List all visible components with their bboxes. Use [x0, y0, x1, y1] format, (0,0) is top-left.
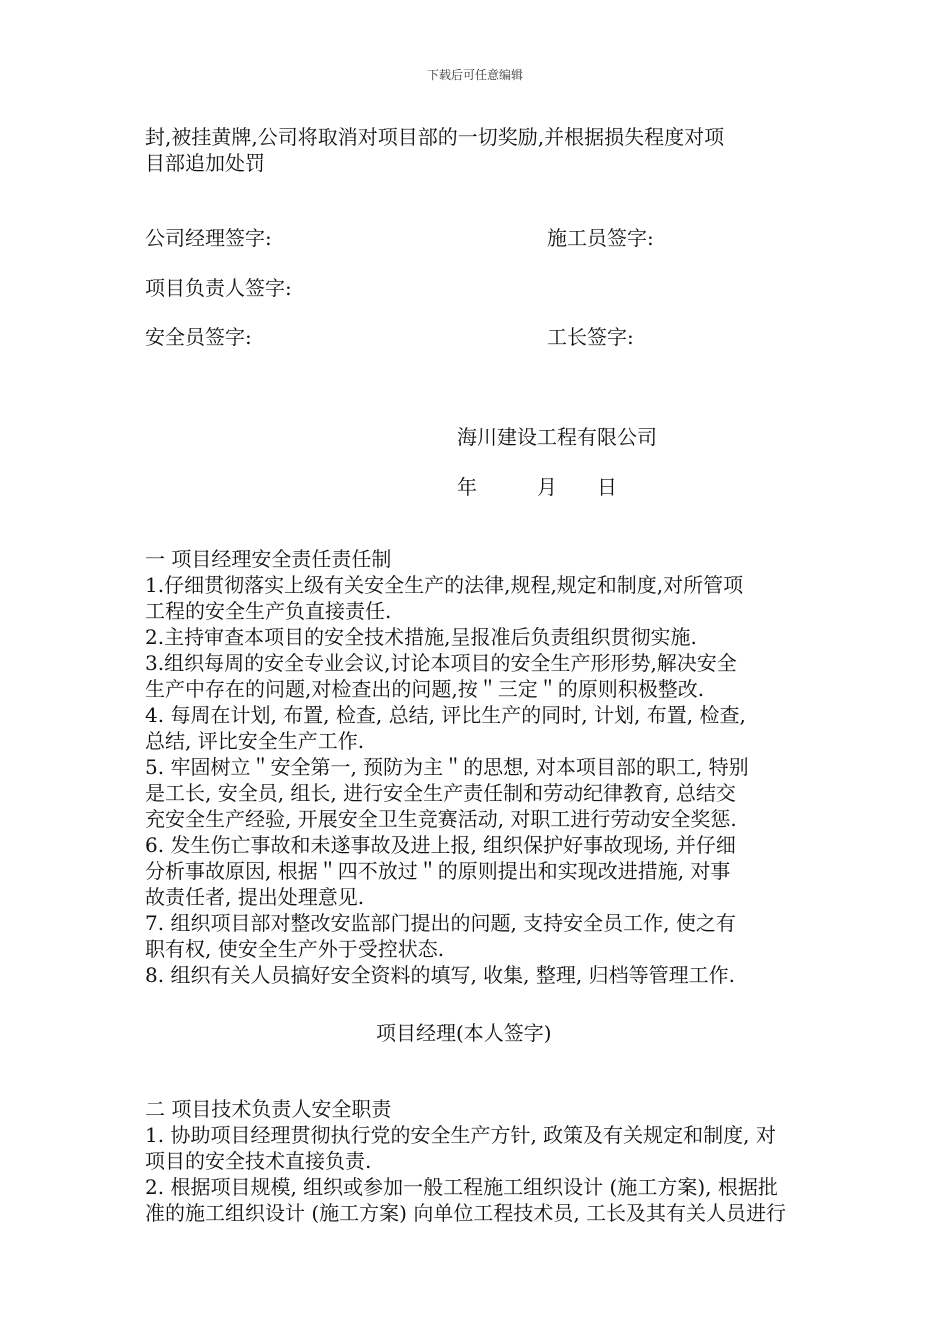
date-month: 月	[537, 475, 557, 499]
section1-line: 总结, 评比安全生产工作.	[145, 729, 365, 753]
section1-line: 是工长, 安全员, 组长, 进行安全生产责任制和劳动纪律教育, 总结交	[145, 781, 736, 805]
section2-title: 二 项目技术负责人安全职责	[145, 1097, 392, 1121]
page-header: 下载后可任意编辑	[426, 68, 523, 82]
section1-line: 7. 组织项目部对整改安监部门提出的问题, 支持安全员工作, 使之有	[145, 911, 736, 935]
section1-line: 5. 牢固树立＂安全第一, 预防为主＂的思想, 对本项目部的职工, 特别	[145, 755, 749, 779]
company-name: 海川建设工程有限公司	[457, 425, 657, 449]
project-manager-sign-label: 项目经理(本人签字)	[376, 1021, 552, 1045]
section1-line: 6. 发生伤亡事故和未遂事故及进上报, 组织保护好事故现场, 并仔细	[145, 833, 736, 857]
intro-line: 目部追加处罚	[145, 151, 265, 175]
section2-line: 2. 根据项目规模, 组织或参加一般工程施工组织设计 (施工方案), 根据批	[145, 1175, 778, 1199]
section1-title: 一 项目经理安全责任责任制	[145, 547, 392, 571]
constructor-signature-label: 施工员签字:	[547, 226, 654, 250]
safety-officer-signature-label: 安全员签字:	[145, 325, 252, 349]
section1-line: 充安全生产经验, 开展安全卫生竞赛活动, 对职工进行劳动安全奖惩.	[145, 807, 737, 831]
intro-paragraph	[145, 124, 810, 176]
section1-line: 4. 每周在计划, 布置, 检查, 总结, 评比生产的同时, 计划, 布置, 检查,	[145, 703, 746, 727]
section1-line: 生产中存在的问题,对检查出的问题,按＂三定＂的原则积极整改.	[145, 677, 705, 701]
foreman-signature-label: 工长签字:	[547, 325, 634, 349]
section2-line: 1. 协助项目经理贯彻执行党的安全生产方针, 政策及有关规定和制度, 对	[145, 1123, 776, 1147]
section1-line: 职有权, 使安全生产外于受控状态.	[145, 937, 445, 961]
section2-line: 准的施工组织设计 (施工方案) 向单位工程技术员, 工长及其有关人员进行	[145, 1201, 787, 1225]
section1-line: 分析事故原因, 根据＂四不放过＂的原则提出和实现改进措施, 对事	[145, 859, 731, 883]
project-lead-signature-label: 项目负责人签字:	[145, 276, 292, 300]
section1-line: 工程的安全生产负直接责任.	[145, 599, 392, 623]
section2-block	[145, 1096, 810, 1226]
section2-line: 项目的安全技术直接负责.	[145, 1149, 372, 1173]
intro-line: 封,被挂黄牌,公司将取消对项目部的一切奖励,并根据损失程度对项	[145, 125, 725, 149]
section1-block	[145, 546, 810, 988]
section1-line: 8. 组织有关人员搞好安全资料的填写, 收集, 整理, 归档等管理工作.	[145, 963, 735, 987]
section1-line: 3.组织每周的安全专业会议,讨论本项目的安全生产形形势,解决安全	[145, 651, 737, 675]
date-year: 年	[457, 475, 477, 499]
section1-line: 故责任者, 提出处理意见.	[145, 885, 365, 909]
date-day: 日	[597, 475, 617, 499]
company-manager-signature-label: 公司经理签字:	[145, 226, 272, 250]
section1-line: 2.主持审查本项目的安全技术措施,呈报准后负责组织贯彻实施.	[145, 625, 697, 649]
section1-line: 1.仔细贯彻落实上级有关安全生产的法律,规程,规定和制度,对所管项	[145, 573, 744, 597]
